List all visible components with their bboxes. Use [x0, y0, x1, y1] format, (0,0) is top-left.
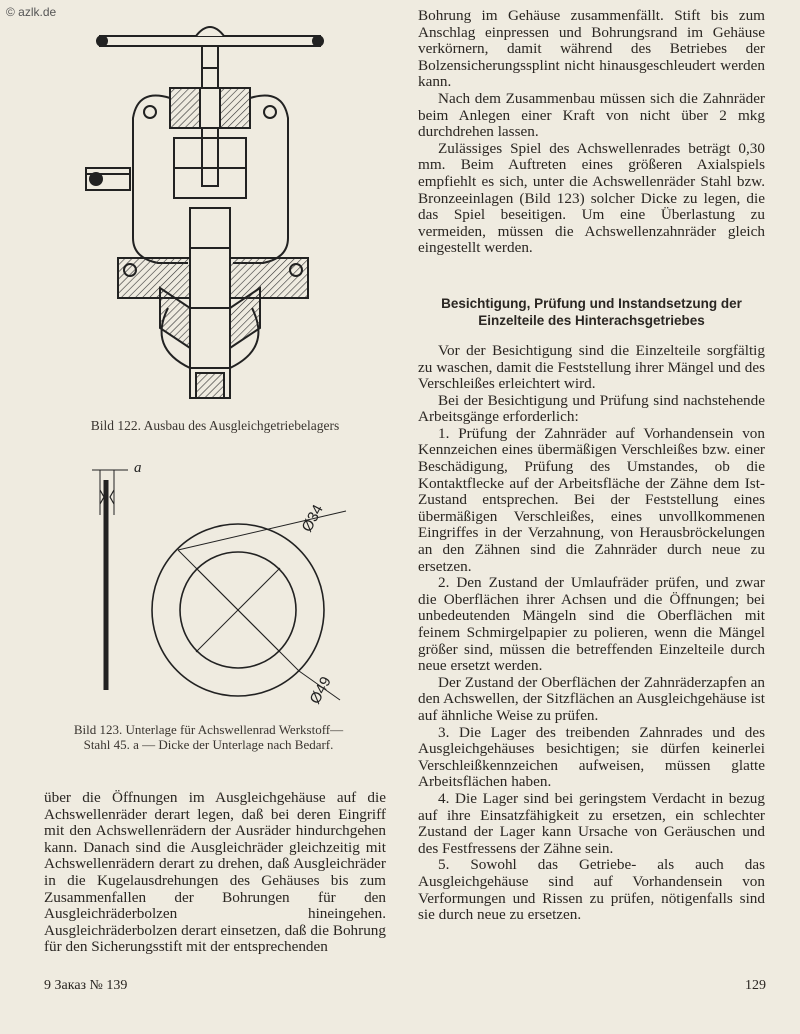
figure-122-caption: Bild 122. Ausbau des Ausgleichgetriebelagers	[90, 418, 340, 433]
figure-123-drawing	[78, 455, 378, 710]
paragraph: Bei der Besichtigung und Prüfung sind nachstehende Arbeitsgänge erforderlich:	[418, 391, 765, 426]
page-number: 129	[745, 978, 766, 993]
label-a: a	[134, 460, 142, 476]
paragraph: Bohrung im Gehäuse zusammenfällt. Stift bis zum Anschlag einpressen und Bohrungsrand im Gehäuse verkörnern, damit während des Betriebes der Bolzensicherungssplint nicht hinausgeschleudert werden kann.	[418, 7, 765, 91]
left-column	[44, 790, 386, 956]
paragraph: Der Zustand der Oberflächen der Zahnräderzapfen an den Achswellen, der Sitzflächen an Ausgleichgehäuse ist auf ähnliche Weise zu prüfen.	[418, 673, 765, 724]
paragraph: Nach dem Zusammenbau müssen sich die Zahnräder beim Anlegen einer Kraft von nicht über 2 mkg durchdrehen lassen.	[418, 89, 765, 141]
paragraph: Zulässiges Spiel des Achswellenrades beträgt 0,30 mm. Beim Auftreten eines größeren Axialspiels empfiehlt es sich, unter die Achswellenräder Stahl bzw. Bronzeeinlagen (Bild 123) solcher Dicke zu legen, die das Spiel beseitigen. Um eine Überlastung zu vermeiden, müssen die Achswellenzahnräder gleich eingestellt werden.	[418, 139, 765, 257]
figure-123-caption-line2: Stahl 45. a — Dicke der Unterlage nach Bedarf.	[83, 737, 334, 752]
paragraph: 5. Sowohl das Getriebe- als auch das Ausgleichgehäuse sind auf Vorhandensein von Verformungen und Rissen zu prüfen, nötigenfalls sind sie durch neue zu ersetzen.	[418, 856, 765, 924]
figure-123-caption-line1: Bild 123. Unterlage für Achswellenrad Werkstoff—	[73, 722, 344, 737]
figure-123-caption	[36, 722, 381, 752]
label-diameter-49: Ø49	[306, 673, 335, 707]
paragraph: Vor der Besichtigung sind die Einzelteile sorgfältig zu waschen, damit die Feststellung ihrer Mängel und des Verschleißes erleichtert wird.	[418, 341, 765, 393]
paragraph: 2. Den Zustand der Umlaufräder prüfen, und zwar die Oberflächen ihrer Achsen und die Öffnungen; bei unbedeutenden Mängeln sind die Oberflächen mit feinem Schmirgelpapier zu polieren, wenn die Mängel größer sind, müssen die betreffenden Einzelteile durch neue ersetzt werden.	[418, 574, 765, 675]
paragraph: 4. Die Lager sind bei geringstem Verdacht in bezug auf ihre Einsatzfähigkeit zu ersetzen, ein schlechter Zustand der Lager kann Ursache von Geräuschen und des Festfressens der Zähne sein.	[418, 789, 765, 857]
watermark: © azlk.de	[6, 5, 57, 19]
footer-signature: 9 Заказ № 139	[44, 978, 128, 993]
section-heading: Besichtigung, Prüfung und Instandsetzung der Einzelteile des Hinterachsgetriebes	[441, 295, 742, 328]
label-diameter-34: Ø34	[298, 501, 327, 535]
paragraph: 1. Prüfung der Zahnräder auf Vorhandensein von Kennzeichen eines übermäßigen Verschleißes bzw. einer Beschädigung, Prüfung des Umstandes, ob die Kontaktflecke auf der Arbeitsfläche der Zähne dem Ist-Zustand entsprechen. Bei der Feststellung eines übermäßigen Verschleißes, eines unvollkommenen Eingriffes in der Verzahnung, von Herausbröckelungen an den Zähnen sind die Zahnräder durch neue zu ersetzen.	[418, 424, 765, 575]
right-column	[418, 8, 765, 924]
paragraph: 3. Die Lager des treibenden Zahnrades und des Ausgleichgehäuses besichtigen; sie dürfen keinerlei Verschleißkennzeichen aufweisen, müssen glatte Arbeitsflächen haben.	[418, 723, 765, 791]
figure-122-drawing	[78, 8, 348, 408]
paragraph: über die Öffnungen im Ausgleichgehäuse auf die Achswellenräder derart legen, daß bei deren Eingriff mit den Achswellenrädern der Ausräder hindurchgehen kann. Danach sind die Ausgleichräder gleichzeitig mit Achswellenrädern derart zu drehen, daß Ausgleichräder in die Kugelausdrehungen des Gehäuses bis zum Zusammenfallen der Bohrungen für den Ausgleichräderbolzen hineingehen. Ausgleichräderbolzen derart einsetzen, daß die Bohrung für den Sicherungsstift mit der entsprechenden	[44, 789, 386, 956]
